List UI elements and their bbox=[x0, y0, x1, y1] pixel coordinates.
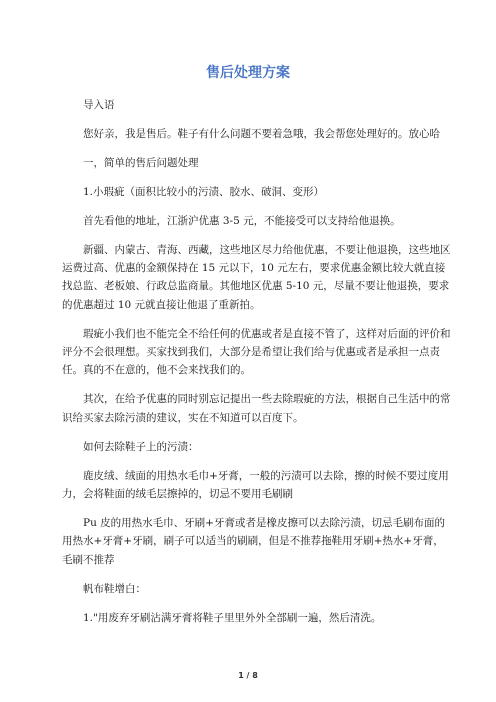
paragraph: 瑕疵小我们也不能完全不给任何的优惠或者是直接不管了，这样对后面的评价和评分不会很理想。买家找到我们，大部分是希望让我们给与优惠或者是承担一点责任。真的不在意的，他不会来找我们的。 bbox=[62, 327, 451, 377]
document-title: 售后处理方案 bbox=[206, 65, 290, 81]
paragraph: 导入语 bbox=[83, 99, 115, 111]
document-body bbox=[62, 96, 452, 637]
page-number: 1 / 8 bbox=[238, 671, 258, 680]
paragraph: 1."用废弃牙刷沾满牙膏将鞋子里里外外全部刷一遍，然后清洗。 bbox=[83, 611, 382, 624]
paragraph: 首先看他的地址，江浙沪优惠 3-5 元，不能接受可以支持给他退换。 bbox=[83, 214, 401, 227]
paragraph: 新疆、内蒙古、青海、西藏，这些地区尽力给他优惠，不要让他退换，这些地区运费过高、优惠的金额保持在 15 元以下，10 元左右，要求优惠金额比较大就直接找总监、老板娘、行政总监商量。其他地区优惠 5-10 元，尽量不要让他退换，要求的优惠超过 10 元就直接让他退了重新拍。 bbox=[62, 243, 451, 311]
paragraph: 如何去除鞋子上的污渍： bbox=[83, 440, 199, 453]
paragraph: 一，简单的售后问题处理 bbox=[83, 156, 199, 169]
paragraph: Pu 皮的用热水毛巾、牙刷+牙膏或者是橡皮擦可以去除污渍，切忌毛刷布面的用热水+牙膏+牙刷，刷子可以适当的刷刷，但是不推荐拖鞋用牙刷+热水+牙膏，毛刷不推荐 bbox=[62, 516, 445, 566]
paragraph: 1.小瑕疵（面积比较小的污渍、胶水、破洞、变形） bbox=[83, 185, 325, 198]
paragraph: 您好亲，我是售后。鞋子有什么问题不要着急哦，我会帮您处理好的。放心哈 bbox=[83, 127, 440, 140]
paragraph: 帆布鞋增白： bbox=[83, 582, 146, 595]
paragraph: 其次，在给予优惠的同时别忘记提出一些去除瑕疵的方法，根据自己生活中的常识给买家去除污渍的建议，实在不知道可以百度下。 bbox=[62, 393, 451, 424]
paragraph: 鹿皮绒、绒面的用热水毛巾+牙膏，一般的污渍可以去除，擦的时候不要过度用力，会将鞋面的绒毛层擦掉的，切忌不要用毛刷刷 bbox=[62, 469, 449, 500]
